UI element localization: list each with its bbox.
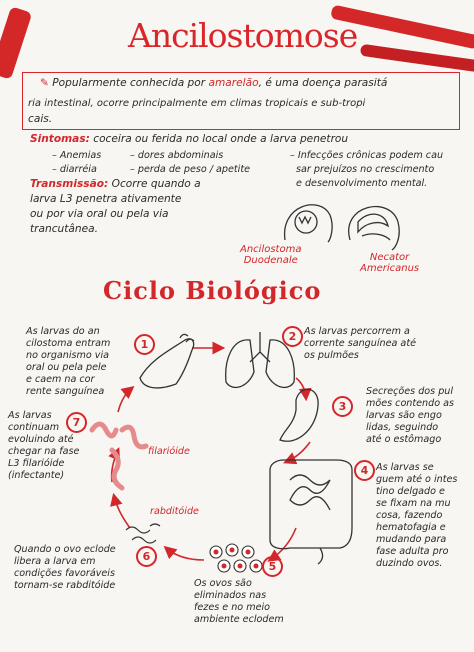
necator-label: Necator Americanus [360, 252, 420, 274]
step-1-badge: 1 [134, 334, 155, 355]
intro-line-1: ✎ Popularmente conhecida por amarelão, é uma doença parasitá [40, 77, 388, 89]
ancilostoma-mouth-icon [285, 205, 333, 242]
page-title: Ancilostomose [128, 16, 358, 55]
step-4-text: As larvas se guem até o intes tino delgado e se fixam na mu cosa, fazendo hematofagia e mudando para fase adulta pro duzindo ovos. [376, 462, 458, 569]
intestine-icon [270, 460, 352, 564]
transmissao-line: ou por via oral ou pela via [30, 208, 169, 220]
pencil-icon: ✎ [40, 77, 49, 89]
step-6-badge: 6 [136, 546, 157, 567]
step-4-badge: 4 [354, 460, 375, 481]
step-7-badge: 7 [66, 412, 87, 433]
cycle-title: Ciclo Biológico [103, 276, 322, 305]
transmissao-line: trancutânea. [30, 223, 98, 235]
step-7-text: As larvas continuam evoluindo até chegar na fase L3 filarióide (infectante) [8, 410, 80, 481]
sintoma-item: e desenvolvimento mental. [296, 178, 428, 189]
sintoma-item: – Infecções crônicas podem cau [290, 150, 444, 161]
transmissao-line: Transmissão: Ocorre quando a [30, 178, 201, 190]
ancilostoma-label: Ancilostoma Duodenale [240, 244, 302, 266]
step-2-text: As larvas percorrem a corrente sanguínea até os pulmões [304, 326, 416, 361]
step-3-badge: 3 [332, 396, 353, 417]
filarioide-label: filarióide [148, 446, 190, 457]
step-3-text: Secreções dos pul mões contendo as larvas são engo lidas, seguindo até o estômago [366, 386, 455, 445]
intro-line-2: ria intestinal, ocorre principalmente em climas tropicais e sub-tropi [28, 98, 366, 109]
step-1-text: As larvas do an cilostoma entram no organismo via oral ou pela pele e caem na cor rente sanguínea [26, 326, 111, 397]
step-6-text: Quando o ovo eclode libera a larva em condições favoráveis tornam-se rabditóide [14, 544, 116, 591]
sintoma-item: – diarréia [52, 164, 97, 175]
transmissao-line: larva L3 penetra ativamente [30, 193, 182, 205]
sintoma-item: sar prejuízos no crescimento [296, 164, 435, 175]
sintomas-line: Sintomas: coceira ou ferida no local onde a larva penetrou [30, 133, 349, 145]
step-5-text: Os ovos são eliminados nas fezes e no meio ambiente eclodem [194, 578, 284, 625]
stomach-icon [280, 389, 318, 441]
necator-mouth-icon [349, 207, 400, 250]
step-2-badge: 2 [282, 326, 303, 347]
filarioide-larvae-icon [92, 424, 146, 488]
sintoma-item: – perda de peso / apetite [130, 164, 251, 175]
intro-line-3: cais. [28, 113, 53, 125]
step-5-badge: 5 [262, 556, 283, 577]
sintoma-item: – Anemias [52, 150, 102, 161]
sintoma-item: – dores abdominais [130, 150, 224, 161]
eggs-icon [210, 544, 262, 572]
rabditoide-label: rabditóide [150, 506, 199, 517]
rabditoide-larvae-icon [126, 524, 160, 543]
